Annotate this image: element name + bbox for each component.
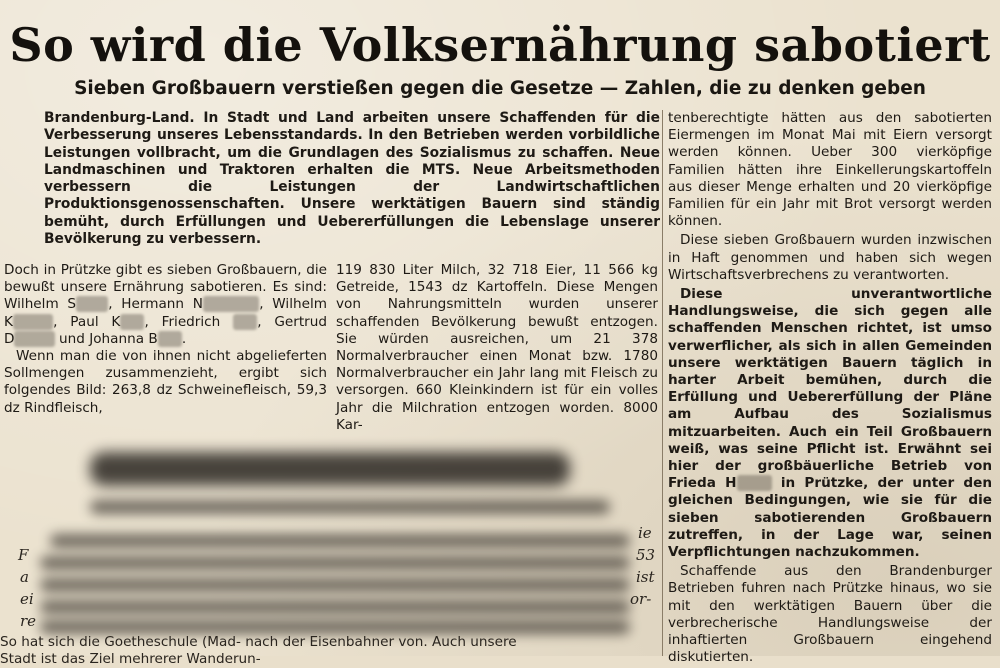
obscured-line [90,500,610,514]
text-run: und Johanna B [54,330,158,347]
obscured-line [40,620,630,634]
text-fragment: ie [638,524,652,542]
redacted-name [158,331,182,347]
col2-paragraph-1: 119 830 Liter Milch, 32 718 Eier, 11 566 kg Getreide, 1543 dz Kartoffeln. Diese Mengen von Nahrungsmitteln wurden unserer schaffenden Bevölkerung bewußt entzogen. Sie würden ausreichen, um 21 378 Normalverbraucher einen Monat bzw. 1780 Normalverbraucher ein Jahr lang mit Fleisch zu versorgen. 660 Kleinkindern ist für ein volles Jahr die Milchration entzogen worden. 8000 Kar- [336,262,658,433]
redacted-name [203,296,259,312]
redacted-name [233,314,257,330]
text-fragment: a [20,568,29,586]
obscured-headline [90,452,570,486]
text-run: in Prützke, der unter den gleichen Bedingungen, wie sie für die sieben sabotierenden Großbauern zutreffen, in der Lage war, seinen Verpflichtungen nachzukommen. [668,475,993,561]
obscured-line [40,578,630,592]
redacted-name [14,331,54,347]
text-run: , Paul K [53,313,121,330]
text-run: , Friedrich [144,313,234,330]
column-2 [336,262,658,434]
redacted-name [737,475,772,491]
obscured-line [50,534,630,548]
next-article-strip [0,634,660,667]
column-divider [662,110,663,656]
col3-paragraph-2: Diese sieben Großbauern wurden inzwischen in Haft genommen und haben sich wegen Wirtschaftsverbrechens zu verantworten. [668,232,992,283]
text-fragment: ei [20,590,34,608]
lead-paragraph [44,110,660,248]
strip-line-2: Stadt ist das Ziel mehrerer Wanderun- [0,651,261,667]
text-run: Doch in Prützke gibt es sieben Großbauern, die bewußt unsere Ernährung sabotieren. Es sind: Wilhelm S [4,262,327,313]
redacted-name [76,296,108,312]
column-3 [668,110,992,667]
col1-paragraph-1 [4,262,327,348]
text-run: , Wilhelm K [4,296,327,330]
col1-paragraph-2: Wenn man die von ihnen nicht abgelieferten Sollmengen zusammenzieht, ergibt sich folgendes Bild: 263,8 dz Schweinefleisch, 59,3 dz Rindfleisch, [4,348,327,416]
subheadline: Sieben Großbauern verstießen gegen die Gesetze — Zahlen, die zu denken geben [74,78,926,99]
col3-paragraph-3 [668,286,992,561]
text-fragment: F [18,546,29,564]
lead-text: Brandenburg-Land. In Stadt und Land arbeiten unsere Schaffenden für die Verbesserung unseres Lebensstandards. In den Betrieben werden vorbildliche Leistungen vollbracht, um die Grundlagen des Sozialismus zu schaffen. Neue Landmaschinen und Traktoren erhalten die MTS. Neue Arbeitsmethoden verbessern die Leistungen der Landwirtschaftlichen Produktionsgenossenschaften. Unsere werktätigen Bauern sind ständig bemüht, durch Erfüllungen und Uebererfüllungen die Lebenslage unserer Bevölkerung zu verbessern. [44,110,660,248]
text-fragment: 53 [636,546,656,564]
text-fragment: ist [636,568,655,586]
headline: So wird die Volksernährung sabotiert [9,18,991,72]
obscured-line [40,600,630,614]
redacted-name [120,314,144,330]
obscured-article [0,432,660,656]
col3-paragraph-1: tenberechtigte hätten aus den sabotierten Eiermengen im Monat Mai mit Eiern versorgt werden können. Ueber 300 vierköpfige Familien hätten ihre Einkellerungskartoffeln aus dieser Menge erhalten und 20 vierköpfige Familien für ein Jahr mit Brot versorgt werden können. [668,110,992,230]
column-1 [4,262,327,417]
redacted-name [13,314,53,330]
text-run: , Hermann N [108,296,203,313]
strip-line-1: So hat sich die Goetheschule (Mad- nach der Eisenbahner von. Auch unsere [0,634,517,650]
text-run: , Gertrud D [4,313,328,347]
obscured-line [40,556,630,570]
text-fragment: re [20,612,37,630]
text-run: Diese unverantwortliche Handlungsweise, die sich gegen alle schaffenden Menschen richtet, ist umso verwerflicher, als sich in allen Gemeinden unsere werktätigen Bauern täglich in harter Arbeit bemühen, durch die Erfüllung und Uebererfüllung der Pläne am Aufbau des Sozialismus mitzuarbeiten. Auch ein Teil Großbauern weiß, was seine Pflicht ist. Erwähnt sei hier der großbäuerliche Betrieb von Frieda H [668,286,992,492]
text-run: . [181,330,187,347]
col3-paragraph-4: Schaffende aus den Brandenburger Betrieben fuhren nach Prützke hinaus, wo sie mit den werktätigen Bauern über die verbrecherische Handlungsweise der inhaftierten Großbauern eingehend diskutierten. [668,563,992,666]
text-fragment: or- [630,590,652,608]
